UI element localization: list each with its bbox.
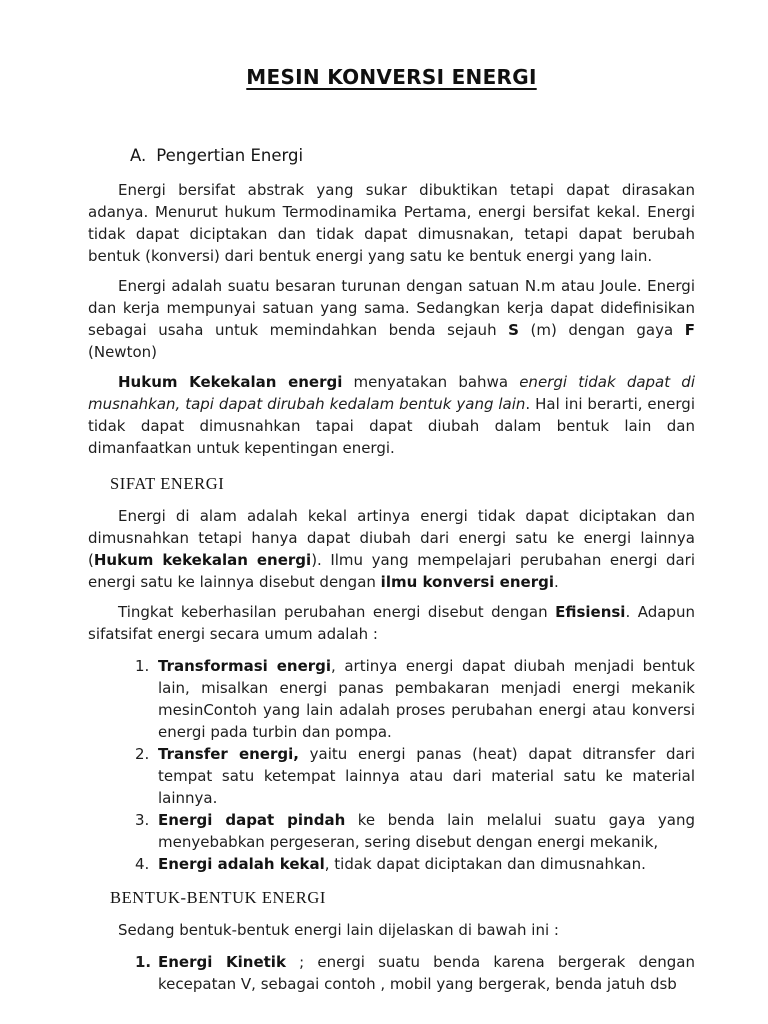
heading-letter: A. [130,146,147,165]
list-item-number: 2. [135,745,150,763]
text-run: menyatakan bahwa [342,373,520,391]
list-item-number: 3. [135,811,150,829]
list-item [135,743,695,809]
list-item [135,655,695,743]
text-run: ; energi suatu benda karena bergerak dengan kecepatan V, sebagai contoh , mobil yang bergerak, benda jatuh dsb [158,953,695,993]
subsection-heading [130,145,695,167]
text-run: Sedang bentuk-bentuk energi lain dijelaskan di bawah ini : [118,921,559,939]
paragraph [88,371,695,459]
list-item [135,809,695,853]
numbered-list [135,951,695,995]
list-item-number: 1. [135,953,152,971]
text-run: Energi di alam adalah kekal artinya energi tidak dapat diciptakan dan dimusnahkan tetapi hanya dapat diubah dari energi satu ke energi lainnya ( [88,507,695,569]
paragraph [88,919,695,941]
numbered-list [135,655,695,875]
text-run: BENTUK-BENTUK ENERGI [110,888,326,907]
text-run: yaitu energi panas (heat) dapat ditransfer dari tempat satu ketempat lainnya atau dari material satu ke material lainnya. [158,745,695,807]
bold-text: S [508,321,519,339]
text-run: (m) dengan gaya [518,321,685,339]
text-run: Tingkat keberhasilan perubahan energi disebut dengan [118,603,556,621]
list-item-text [158,809,695,853]
bold-text: Transfer energi, [158,745,299,763]
list-item [135,951,695,995]
text-run: . Adapun sifatsifat energi secara umum adalah : [88,603,695,643]
list-item-number: 1. [135,657,150,675]
paragraph [88,179,695,267]
bold-text: Energi adalah kekal [158,855,325,873]
section-heading [110,887,695,909]
text-run: ke benda lain melalui suatu gaya yang menyebabkan pergeseran, sering disebut dengan energi mekanik, [158,811,695,851]
bold-text: Efisiensi [555,603,626,621]
list-item-number: 4. [135,855,150,873]
bold-text: Hukum kekekalan energi [93,551,312,569]
document-content [88,0,695,995]
document-body [88,145,695,995]
list-item-text [158,743,695,809]
bold-text: F [684,321,696,339]
text-run: , tidak dapat diciptakan dan dimusnahkan. [324,855,646,873]
bold-text: Transformasi energi [158,657,332,675]
section-heading [110,473,695,495]
text-run: Energi adalah suatu besaran turunan dengan satuan N.m atau Joule. Energi dan kerja mempunyai satuan yang sama. Sedangkan kerja dapat didefinisikan sebagai usaha untuk memindahkan benda sejauh [88,277,695,339]
list-item-text [158,951,695,995]
bold-text: Hukum Kekekalan energi [118,373,343,391]
text-run: , artinya energi dapat diubah menjadi bentuk lain, misalkan energi panas pembakaran menjadi energi mekanik mesinContoh yang lain adalah proses perubahan energi atau konversi energi pada turbin dan pompa. [158,657,695,741]
paragraph [88,505,695,593]
document-title: MESIN KONVERSI ENERGI [246,65,537,89]
bold-text: Energi Kinetik [158,953,286,971]
text-run: . [554,573,559,591]
list-item-text [158,853,695,875]
bold-text: ilmu konversi energi [380,573,554,591]
list-item-text [158,655,695,743]
text-run: SIFAT ENERGI [110,474,225,493]
text-run: Pengertian Energi [156,146,304,165]
text-run: . Hal ini berarti, energi tidak dapat dimusnahkan tapai dapat diubah dalam bentuk lain dan dimanfaatkan untuk kepentingan energi. [88,395,695,457]
list-item [135,853,695,875]
paragraph [88,601,695,645]
text-run: ). Ilmu yang mempelajari perubahan energi dari energi satu ke lainnya disebut dengan [88,551,695,591]
text-run: Energi bersifat abstrak yang sukar dibuktikan tetapi dapat dirasakan adanya. Menurut hukum Termodinamika Pertama, energi bersifat kekal. Energi tidak dapat diciptakan dan tidak dapat dimusnakan, tetapi dapat berubah bentuk (konversi) dari bentuk energi yang satu ke bentuk energi yang lain. [88,181,695,265]
italic-text: energi tidak dapat di musnahkan, tapi dapat dirubah kedalam bentuk yang lain [88,373,695,413]
bold-text: Energi dapat pindah [158,811,346,829]
paragraph [88,275,695,363]
text-run: (Newton) [88,343,157,361]
